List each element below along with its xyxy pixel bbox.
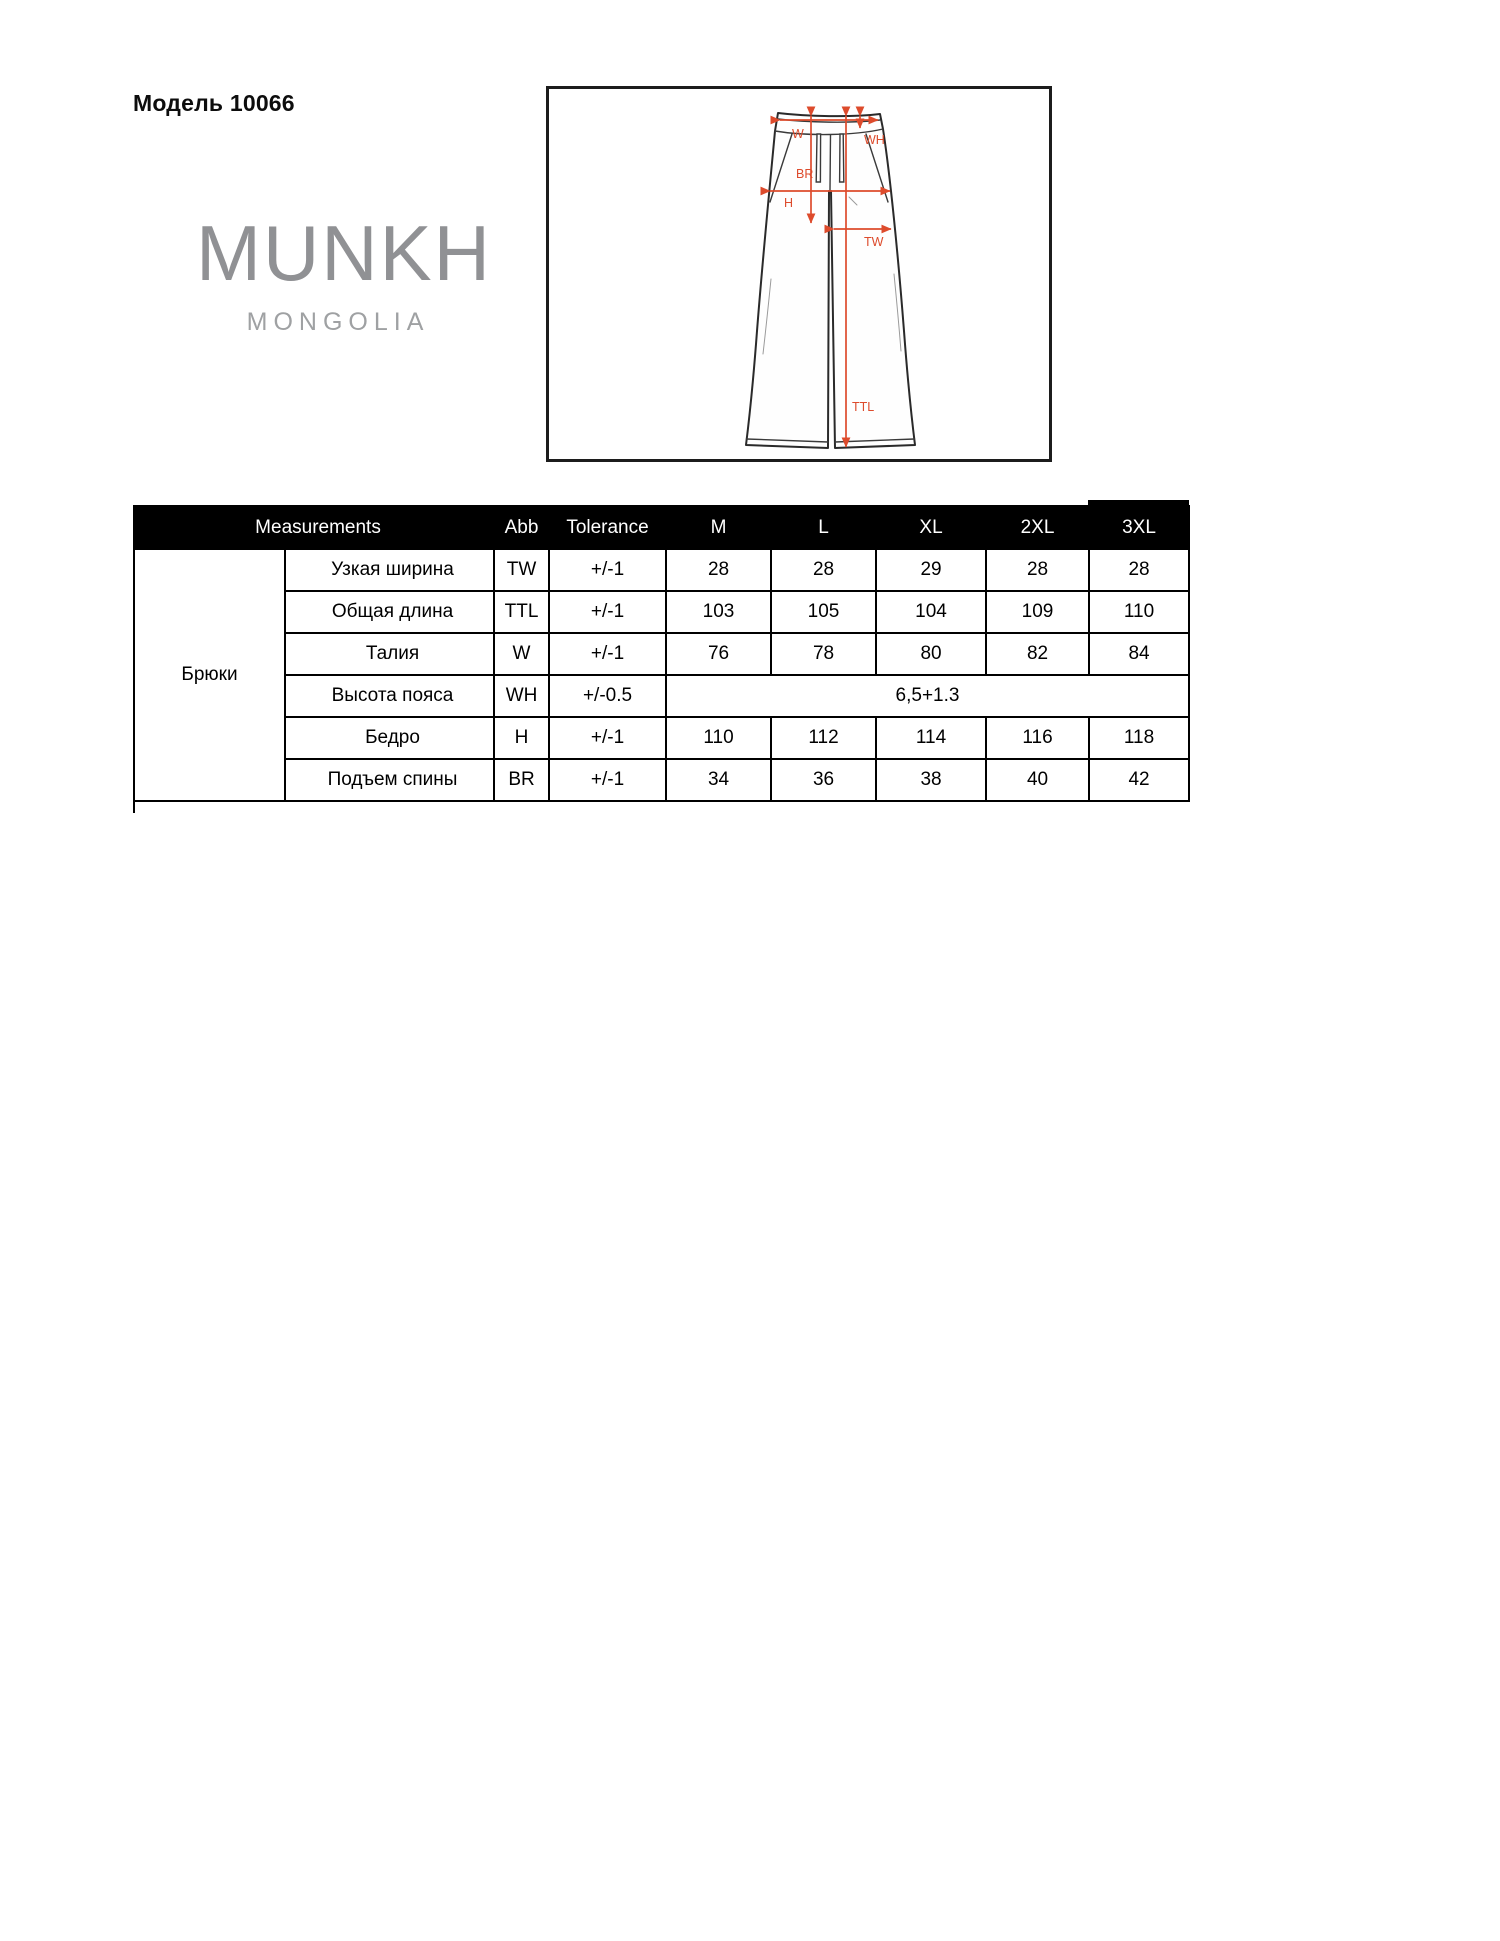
value-cell: 116 bbox=[986, 717, 1089, 759]
brand-logo bbox=[196, 209, 492, 337]
label-tw: TW bbox=[864, 235, 884, 249]
merged-value-cell: 6,5+1.3 bbox=[666, 675, 1189, 717]
table-row bbox=[134, 591, 1189, 633]
abb-cell: TTL bbox=[494, 591, 549, 633]
brand-name: MUNKH bbox=[196, 209, 492, 297]
value-cell: 28 bbox=[986, 549, 1089, 591]
label-wh: WH bbox=[864, 133, 885, 147]
value-cell: 82 bbox=[986, 633, 1089, 675]
brand-subtitle: MONGOLIA bbox=[246, 308, 430, 336]
abb-cell: TW bbox=[494, 549, 549, 591]
measurement-name: Бедро bbox=[285, 717, 494, 759]
measurement-name: Талия bbox=[285, 633, 494, 675]
value-cell: 114 bbox=[876, 717, 986, 759]
header-3xl-notch bbox=[1088, 500, 1189, 508]
label-ttl: TTL bbox=[852, 400, 875, 414]
header-row bbox=[134, 506, 1189, 549]
table-row bbox=[134, 549, 1189, 591]
value-cell: 110 bbox=[1089, 591, 1189, 633]
table-left-border-tail bbox=[133, 800, 135, 813]
tolerance-cell: +/-1 bbox=[549, 717, 666, 759]
header-measurements: Measurements bbox=[134, 506, 494, 549]
table-row bbox=[134, 717, 1189, 759]
value-cell: 28 bbox=[771, 549, 876, 591]
measurement-name: Высота пояса bbox=[285, 675, 494, 717]
abb-cell: WH bbox=[494, 675, 549, 717]
label-w: W bbox=[792, 127, 804, 141]
value-cell: 105 bbox=[771, 591, 876, 633]
measurement-name: Узкая ширина bbox=[285, 549, 494, 591]
header-size-2xl: 2XL bbox=[986, 506, 1089, 549]
table-row bbox=[134, 675, 1189, 717]
tolerance-cell: +/-1 bbox=[549, 591, 666, 633]
size-table bbox=[133, 505, 1190, 802]
table-row bbox=[134, 633, 1189, 675]
tolerance-cell: +/-1 bbox=[549, 549, 666, 591]
value-cell: 109 bbox=[986, 591, 1089, 633]
measurement-name: Подъем спины bbox=[285, 759, 494, 801]
abb-cell: BR bbox=[494, 759, 549, 801]
value-cell: 76 bbox=[666, 633, 771, 675]
value-cell: 118 bbox=[1089, 717, 1189, 759]
header-size-m: M bbox=[666, 506, 771, 549]
model-title: Модель 10066 bbox=[133, 90, 295, 116]
value-cell: 34 bbox=[666, 759, 771, 801]
pants-outline bbox=[746, 113, 915, 448]
abb-cell: H bbox=[494, 717, 549, 759]
measurement-name: Общая длина bbox=[285, 591, 494, 633]
value-cell: 38 bbox=[876, 759, 986, 801]
tolerance-cell: +/-1 bbox=[549, 759, 666, 801]
value-cell: 84 bbox=[1089, 633, 1189, 675]
abb-cell: W bbox=[494, 633, 549, 675]
pants-sketch-svg bbox=[549, 89, 1049, 459]
value-cell: 103 bbox=[666, 591, 771, 633]
category-cell: Брюки bbox=[134, 549, 285, 801]
table-row bbox=[134, 759, 1189, 801]
value-cell: 112 bbox=[771, 717, 876, 759]
header-tolerance: Tolerance bbox=[549, 506, 666, 549]
value-cell: 29 bbox=[876, 549, 986, 591]
value-cell: 42 bbox=[1089, 759, 1189, 801]
header-abb: Abb bbox=[494, 506, 549, 549]
value-cell: 40 bbox=[986, 759, 1089, 801]
value-cell: 80 bbox=[876, 633, 986, 675]
value-cell: 110 bbox=[666, 717, 771, 759]
value-cell: 28 bbox=[666, 549, 771, 591]
header-size-l: L bbox=[771, 506, 876, 549]
pants-technical-drawing bbox=[546, 86, 1052, 462]
value-cell: 78 bbox=[771, 633, 876, 675]
label-h: H bbox=[784, 196, 794, 210]
tolerance-cell: +/-0.5 bbox=[549, 675, 666, 717]
size-table-container bbox=[133, 505, 1188, 802]
value-cell: 104 bbox=[876, 591, 986, 633]
value-cell: 28 bbox=[1089, 549, 1189, 591]
header-size-3xl: 3XL bbox=[1089, 506, 1189, 549]
label-br: BR bbox=[796, 167, 814, 181]
tolerance-cell: +/-1 bbox=[549, 633, 666, 675]
header-size-xl: XL bbox=[876, 506, 986, 549]
value-cell: 36 bbox=[771, 759, 876, 801]
